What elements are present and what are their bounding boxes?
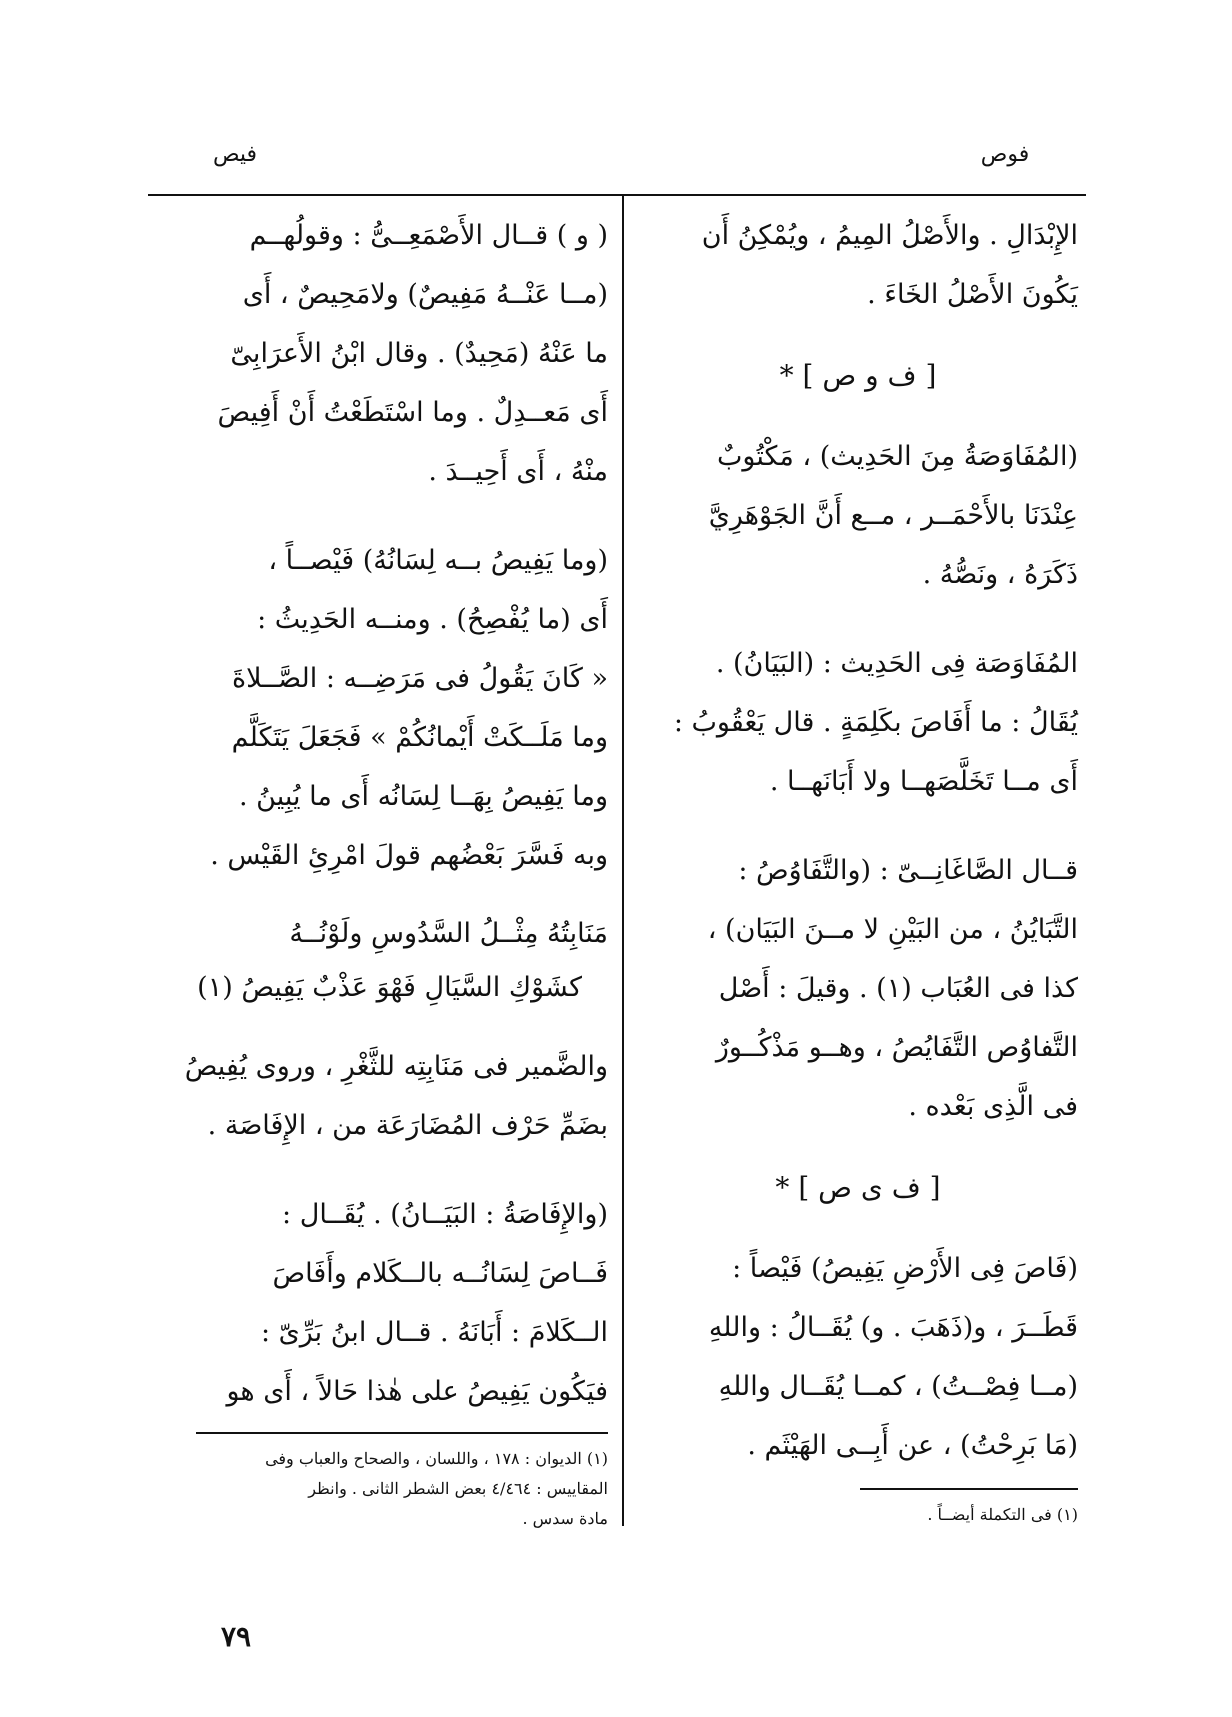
entry-heading-fys: [ ف ى ص ] * (775, 1171, 941, 1204)
entry-paragraph (638, 427, 1078, 604)
column-divider (622, 196, 624, 1526)
left-column (146, 206, 608, 1421)
text-line: الــكَلامَ : أَبَانَهُ . قــال ابنُ بَرِّىّ : (260, 1317, 608, 1348)
text-line: (والإِفَاصَةُ : البَيَــانُ) . يُقَــال : (282, 1199, 608, 1230)
footnote-line: (١) فى التكملة أيضــاً . (927, 1505, 1078, 1524)
text-line: عِنْدَنَا بالأَحْمَــر ، مــع أَنَّ الجَوْهَرِيَّ (708, 500, 1078, 531)
entry-paragraph (146, 1037, 608, 1155)
text-line: والضَّمير فى مَنَابِتِه للثَّغْرِ ، وروى يُفِيصُ (184, 1051, 608, 1082)
entry-paragraph (146, 1185, 608, 1421)
header-rule (148, 194, 1086, 196)
text-line: التَّفاوُص التَّفَايُصُ ، وهــو مَذْكُــورٌ (715, 1032, 1078, 1063)
entry-paragraph (146, 206, 608, 501)
text-line: ذَكَرَهُ ، ونَصُّهُ . (922, 559, 1078, 590)
text-line: قَطَــرَ ، و(ذَهَبَ . و) يُقَــالُ : واللهِ (708, 1312, 1078, 1343)
footnote-rule-left (196, 1432, 608, 1434)
verse-hemistich: مَنَابِتُهُ مِثْــلُ السَّدُوسِ ولَوْنُــهُ (289, 918, 608, 949)
running-head-right: فوص (980, 142, 1030, 167)
text-line: فيَكُون يَفِيصُ على هٰذا حَالاً ، أَى هو (226, 1376, 608, 1407)
right-column (638, 206, 1078, 1475)
page-number: ٧٩ (220, 1620, 252, 1653)
text-line: (مــا فِصْــتُ) ، كمــا يُقَــال واللهِ (718, 1371, 1078, 1402)
text-line: يُقَالُ : ما أَفَاصَ بكَلِمَةٍ . قال يَعْقُوبُ : (673, 707, 1078, 738)
text-line: التَّبَايُنُ ، من البَيْنِ لا مــنَ البَيَان) ، (707, 914, 1078, 945)
text-line: بضَمِّ حَرْف المُضَارَعَة من ، الإِفَاصَة . (207, 1110, 608, 1141)
text-line: وما يَفِيصُ بِهَــا لِسَانُه أَى ما يُبِينُ . (238, 781, 608, 812)
text-line: فَــاصَ لِسَانُــه بالــكَلام وأَفَاصَ (272, 1258, 608, 1289)
footnote-line: المقاييس : ٤/٤٦٤ بعض الشطر الثانى . وانظر (308, 1479, 608, 1498)
entry-heading-fws: [ ف و ص ] * (779, 359, 937, 392)
text-line: أَى مَعــدِلٌ . وما اسْتَطَعْتُ أَنْ أَفِيصَ (217, 397, 608, 428)
footnote-line: مادة سدس . (522, 1509, 608, 1528)
text-line: (وما يَفِيصُ بــه لِسَانُهُ) فَيْصــاً ، (268, 545, 608, 576)
text-line: فى الَّذِى بَعْده . (908, 1091, 1078, 1122)
text-line: منْهُ ، أَى أَحِيــدَ . (428, 456, 608, 487)
footnote-left (146, 1444, 608, 1534)
text-line: « كَانَ يَقُولُ فى مَرَضِــه : الصَّــلاةَ (232, 663, 608, 694)
running-head-left: فيص (212, 142, 258, 167)
text-line: كذا فى العُبَاب (١) . وقيلَ : أَصْل (718, 973, 1078, 1004)
continuation-paragraph (638, 206, 1078, 324)
text-line: يَكُونَ الأَصْلُ الخَاءَ . (867, 279, 1078, 310)
poetry-verse (146, 907, 608, 1015)
text-line: وما مَلَــكَتْ أَيْمانُكُمْ » فَجَعَلَ يَتَكَلَّم (231, 722, 608, 753)
footnote-right (840, 1500, 1078, 1530)
text-line: (فَاصَ فِى الأَرْضِ يَفِيصُ) فَيْصاً : (732, 1253, 1078, 1284)
text-line: ما عَنْهُ (مَحِيدٌ) . وقال ابْنُ الأَعرَابِىّ (230, 338, 608, 369)
text-line: قــال الصَّاغَانِــىّ : (والتَّفَاوُصُ : (738, 855, 1078, 886)
entry-paragraph (146, 531, 608, 885)
footnote-rule-right (860, 1488, 1078, 1490)
footnote-line: (١) الديوان : ١٧٨ ، واللسان ، والصحاح والعباب وفى (265, 1449, 608, 1468)
text-line: (المُفَاوَصَةُ مِنَ الحَدِيث) ، مَكْتُوبٌ (716, 441, 1078, 472)
text-line: (مــا عَنْــهُ مَفِيصٌ) ولامَحِيصٌ ، أَى (242, 279, 608, 310)
text-line: الإِبْدَالِ . والأَصْلُ المِيمُ ، ويُمْكِنُ أَن (701, 220, 1078, 251)
text-line: وبه فَسَّرَ بَعْضُهم قولَ امْرِئِ القَيْس . (210, 840, 608, 871)
text-line: أَى (ما يُفْصِحُ) . ومنــه الحَدِيثُ : (257, 604, 608, 635)
text-line: ( و ) قــال الأَصْمَعِــىُّ : وقولُهــم (249, 220, 608, 251)
text-line: (مَا بَرِحْتُ) ، عن أَبِــى الهَيْثَم . (747, 1430, 1078, 1461)
text-line: أَى مــا تَخَلَّصَهــا ولا أَبَانَهــا . (769, 766, 1078, 797)
entry-paragraph (638, 1239, 1078, 1475)
text-line: المُفَاوَصَة فِى الحَدِيث : (البَيَانُ) . (715, 648, 1078, 679)
entry-paragraph (638, 841, 1078, 1136)
entry-paragraph (638, 634, 1078, 811)
verse-hemistich: كشَوْكِ السَّيَالِ فَهْوَ عَذْبٌ يَفِيصُ (١) (197, 972, 582, 1003)
